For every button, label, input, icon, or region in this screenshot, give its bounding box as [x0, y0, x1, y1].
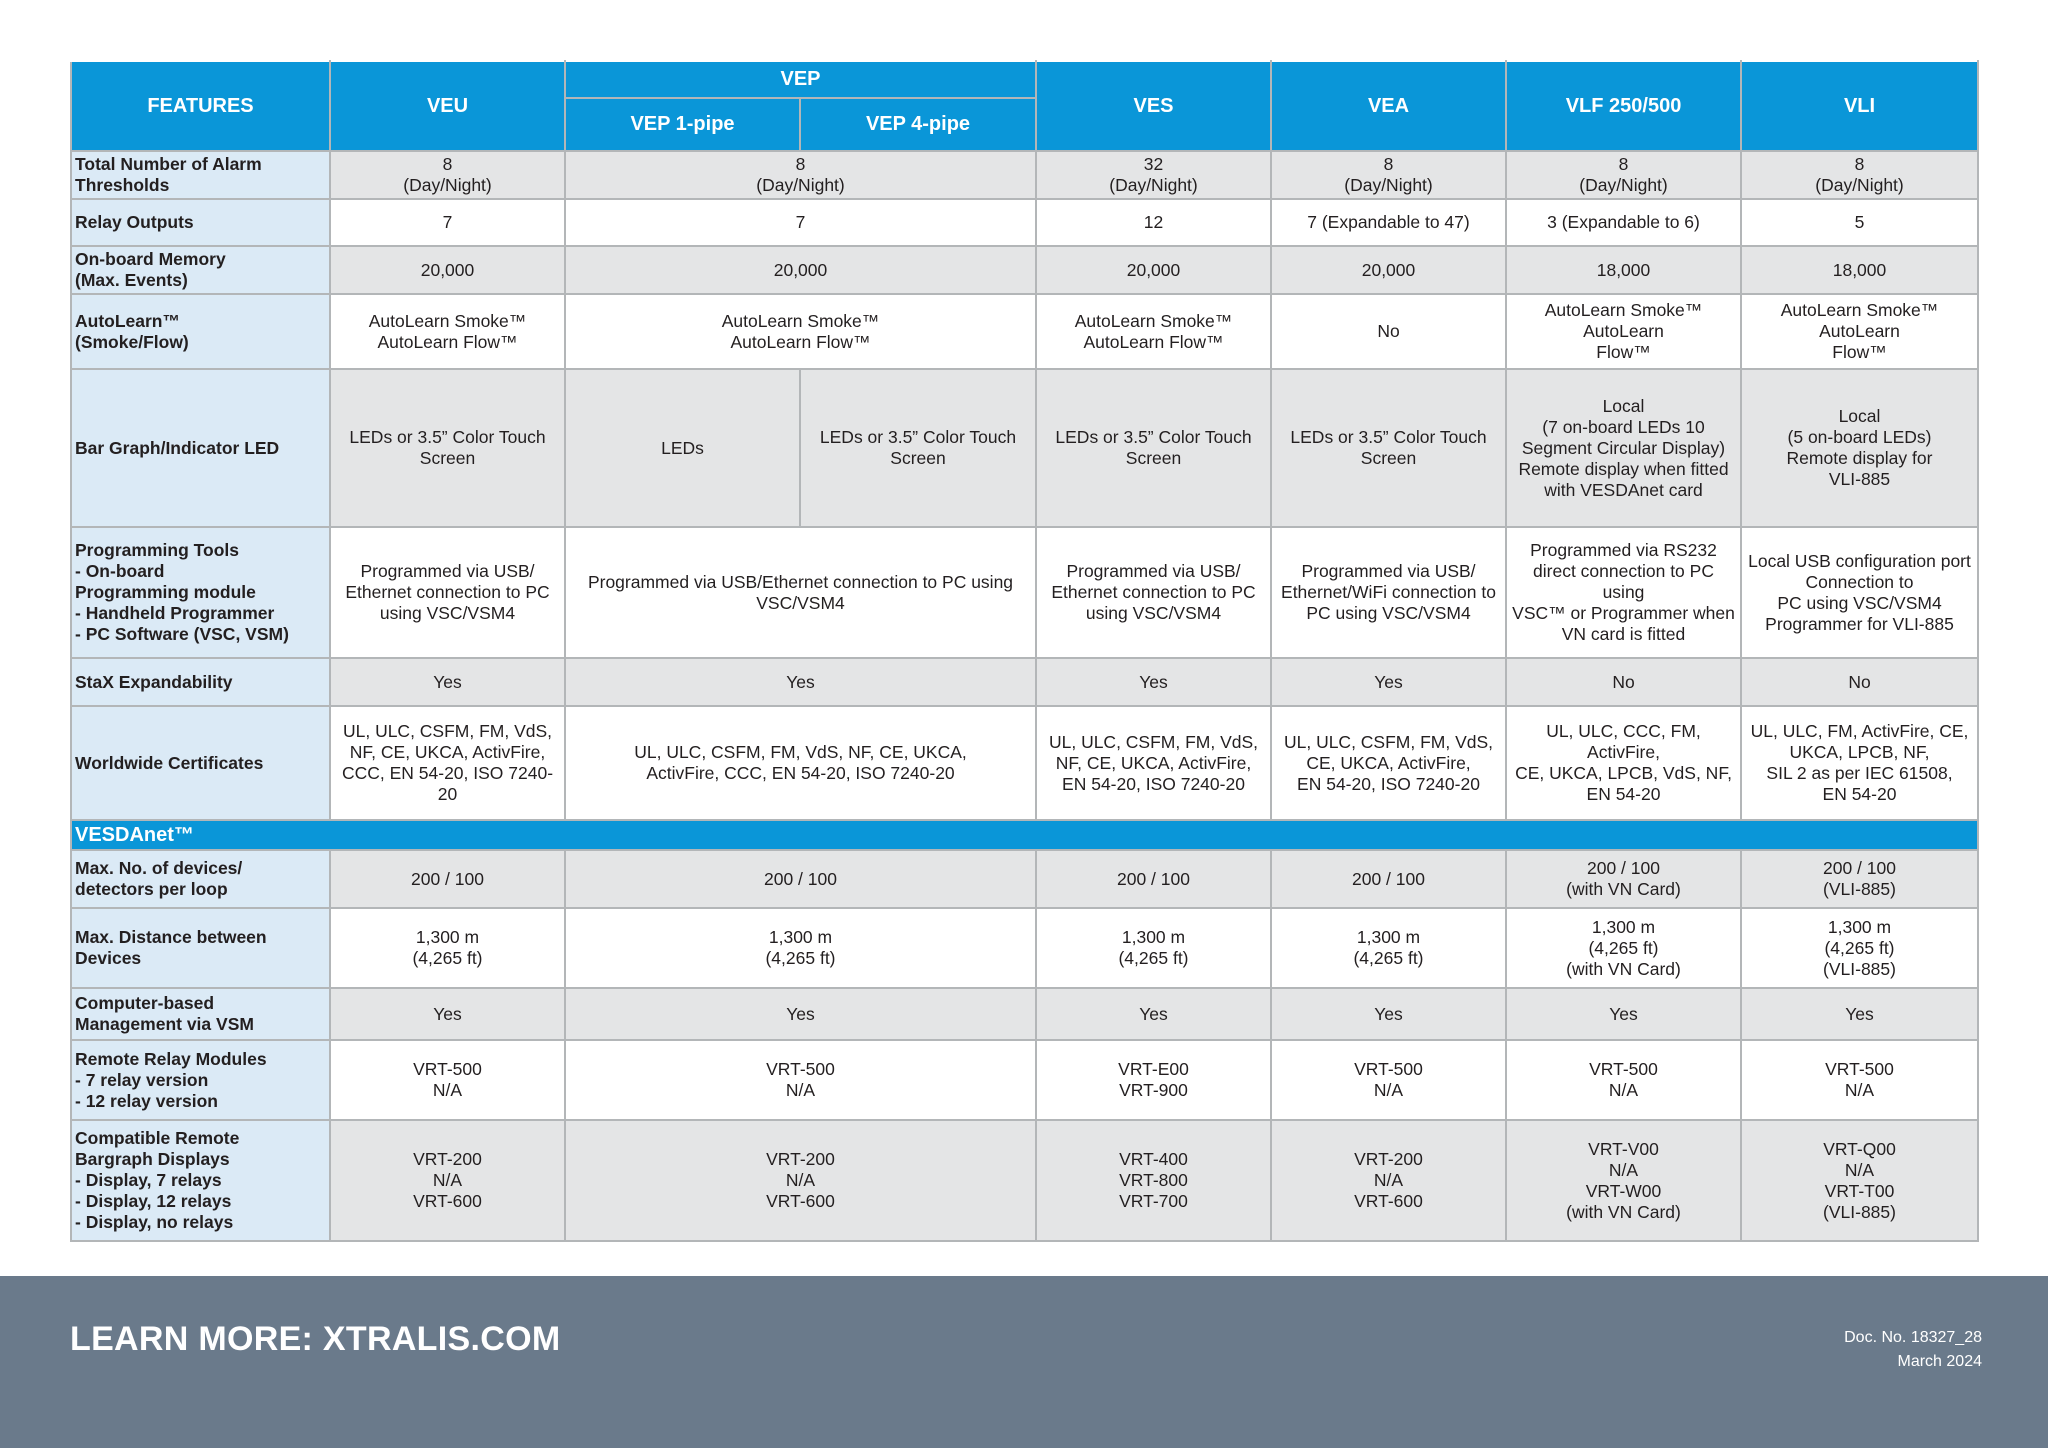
footer-band: [0, 1276, 2048, 1448]
cell-vep: Yes: [565, 658, 1036, 706]
cell-vlf: Programmed via RS232 direct connection to PC using VSC™ or Programmer when VN card is fitted: [1506, 527, 1741, 658]
cell-vep: 7: [565, 199, 1036, 246]
cell-vlf: UL, ULC, CCC, FM, ActivFire, CE, UKCA, LPCB, VdS, NF, EN 54-20: [1506, 706, 1741, 820]
cell-vli: VRT-500 N/A: [1741, 1040, 1978, 1120]
cell-vli: UL, ULC, FM, ActivFire, CE, UKCA, LPCB, NF, SIL 2 as per IEC 61508, EN 54-20: [1741, 706, 1978, 820]
cell-ves: UL, ULC, CSFM, FM, VdS, NF, CE, UKCA, ActivFire, EN 54-20, ISO 7240-20: [1036, 706, 1271, 820]
cell-vep: AutoLearn Smoke™ AutoLearn Flow™: [565, 294, 1036, 369]
cell-vea: Yes: [1271, 658, 1506, 706]
row-max-distance: [71, 908, 1978, 988]
feature-label: On-board Memory (Max. Events): [71, 246, 330, 294]
cell-vep: 1,300 m (4,265 ft): [565, 908, 1036, 988]
feature-label: Compatible Remote Bargraph Displays - Display, 7 relays - Display, 12 relays - Display, no relays: [71, 1120, 330, 1241]
row-autolearn: [71, 294, 1978, 369]
header-vep: VEP: [565, 61, 1036, 98]
cell-vlf: 18,000: [1506, 246, 1741, 294]
cell-veu: 20,000: [330, 246, 565, 294]
cell-vep-4-pipe: LEDs or 3.5” Color Touch Screen: [800, 369, 1036, 527]
cell-vea: 7 (Expandable to 47): [1271, 199, 1506, 246]
cell-vea: 20,000: [1271, 246, 1506, 294]
feature-label: Total Number of Alarm Thresholds: [71, 151, 330, 199]
doc-info: [1844, 1326, 1982, 1374]
row-vsm-management: [71, 988, 1978, 1040]
cell-vep: Programmed via USB/Ethernet connection to PC using VSC/VSM4: [565, 527, 1036, 658]
cell-vli: AutoLearn Smoke™ AutoLearn Flow™: [1741, 294, 1978, 369]
comparison-table-container: [70, 60, 1977, 1242]
cell-vli: 1,300 m (4,265 ft) (VLI-885): [1741, 908, 1978, 988]
cell-veu: VRT-500 N/A: [330, 1040, 565, 1120]
cell-vli: 18,000: [1741, 246, 1978, 294]
cell-veu: 7: [330, 199, 565, 246]
feature-label: Remote Relay Modules - 7 relay version - 12 relay version: [71, 1040, 330, 1120]
row-bar-graph: [71, 369, 1978, 527]
row-stax-expandability: [71, 658, 1978, 706]
cell-vlf: No: [1506, 658, 1741, 706]
feature-label: AutoLearn™ (Smoke/Flow): [71, 294, 330, 369]
row-remote-relay-modules: [71, 1040, 1978, 1120]
cell-vea: UL, ULC, CSFM, FM, VdS, CE, UKCA, ActivFire, EN 54-20, ISO 7240-20: [1271, 706, 1506, 820]
cell-ves: Yes: [1036, 658, 1271, 706]
header-ves: VES: [1036, 61, 1271, 151]
cell-vea: No: [1271, 294, 1506, 369]
cell-ves: 1,300 m (4,265 ft): [1036, 908, 1271, 988]
cell-ves: 32 (Day/Night): [1036, 151, 1271, 199]
cell-veu: VRT-200 N/A VRT-600: [330, 1120, 565, 1241]
cell-ves: LEDs or 3.5” Color Touch Screen: [1036, 369, 1271, 527]
feature-label: Bar Graph/Indicator LED: [71, 369, 330, 527]
cell-vea: 200 / 100: [1271, 850, 1506, 908]
feature-label: StaX Expandability: [71, 658, 330, 706]
cell-veu: 8 (Day/Night): [330, 151, 565, 199]
cell-vea: LEDs or 3.5” Color Touch Screen: [1271, 369, 1506, 527]
cell-vea: 1,300 m (4,265 ft): [1271, 908, 1506, 988]
header-veu: VEU: [330, 61, 565, 151]
row-bargraph-displays: [71, 1120, 1978, 1241]
header-vep-4-pipe: VEP 4-pipe: [800, 98, 1036, 151]
row-onboard-memory: [71, 246, 1978, 294]
cell-vlf: Local (7 on-board LEDs 10 Segment Circular Display) Remote display when fitted with VESDAnet card: [1506, 369, 1741, 527]
cell-vep-1-pipe: LEDs: [565, 369, 800, 527]
cell-veu: UL, ULC, CSFM, FM, VdS, NF, CE, UKCA, ActivFire, CCC, EN 54-20, ISO 7240-20: [330, 706, 565, 820]
row-worldwide-certificates: [71, 706, 1978, 820]
cell-vep: 200 / 100: [565, 850, 1036, 908]
cell-ves: 20,000: [1036, 246, 1271, 294]
row-programming-tools: [71, 527, 1978, 658]
cell-ves: VRT-400 VRT-800 VRT-700: [1036, 1120, 1271, 1241]
cell-vep: VRT-200 N/A VRT-600: [565, 1120, 1036, 1241]
cell-ves: AutoLearn Smoke™ AutoLearn Flow™: [1036, 294, 1271, 369]
cell-vlf: VRT-500 N/A: [1506, 1040, 1741, 1120]
cell-vli: Local (5 on-board LEDs) Remote display for VLI-885: [1741, 369, 1978, 527]
header-vep-1-pipe: VEP 1-pipe: [565, 98, 800, 151]
cell-vlf: 8 (Day/Night): [1506, 151, 1741, 199]
cell-veu: Yes: [330, 658, 565, 706]
cell-vli: VRT-Q00 N/A VRT-T00 (VLI-885): [1741, 1120, 1978, 1241]
section-title: VESDAnet™: [71, 820, 1978, 850]
cell-ves: Yes: [1036, 988, 1271, 1040]
cell-vlf: VRT-V00 N/A VRT-W00 (with VN Card): [1506, 1120, 1741, 1241]
feature-label: Relay Outputs: [71, 199, 330, 246]
cell-vli: 5: [1741, 199, 1978, 246]
doc-number: Doc. No. 18327_28: [1844, 1329, 1982, 1346]
cell-ves: Programmed via USB/ Ethernet connection to PC using VSC/VSM4: [1036, 527, 1271, 658]
header-vli: VLI: [1741, 61, 1978, 151]
learn-more-link[interactable]: LEARN MORE: XTRALIS.COM: [70, 1320, 561, 1358]
header-features: FEATURES: [71, 61, 330, 151]
cell-vli: Yes: [1741, 988, 1978, 1040]
cell-ves: 12: [1036, 199, 1271, 246]
cell-vea: 8 (Day/Night): [1271, 151, 1506, 199]
cell-vli: 200 / 100 (VLI-885): [1741, 850, 1978, 908]
feature-label: Max. No. of devices/ detectors per loop: [71, 850, 330, 908]
cell-veu: Yes: [330, 988, 565, 1040]
cell-veu: LEDs or 3.5” Color Touch Screen: [330, 369, 565, 527]
row-relay-outputs: [71, 199, 1978, 246]
header-vea: VEA: [1271, 61, 1506, 151]
cell-vlf: 200 / 100 (with VN Card): [1506, 850, 1741, 908]
cell-vlf: AutoLearn Smoke™ AutoLearn Flow™: [1506, 294, 1741, 369]
cell-vlf: 1,300 m (4,265 ft) (with VN Card): [1506, 908, 1741, 988]
row-alarm-thresholds: [71, 151, 1978, 199]
cell-vep: Yes: [565, 988, 1036, 1040]
comparison-table: [70, 60, 1979, 1242]
doc-date: March 2024: [1897, 1353, 1982, 1370]
feature-label: Max. Distance between Devices: [71, 908, 330, 988]
feature-label: Programming Tools - On-board Programming module - Handheld Programmer - PC Software (VSC, VSM): [71, 527, 330, 658]
cell-veu: Programmed via USB/ Ethernet connection to PC using VSC/VSM4: [330, 527, 565, 658]
cell-vlf: Yes: [1506, 988, 1741, 1040]
cell-vep: UL, ULC, CSFM, FM, VdS, NF, CE, UKCA, ActivFire, CCC, EN 54-20, ISO 7240-20: [565, 706, 1036, 820]
row-max-devices: [71, 850, 1978, 908]
header-vlf: VLF 250/500: [1506, 61, 1741, 151]
cell-vep: 20,000: [565, 246, 1036, 294]
cell-vep: 8 (Day/Night): [565, 151, 1036, 199]
cell-vea: Yes: [1271, 988, 1506, 1040]
cell-vea: Programmed via USB/ Ethernet/WiFi connection to PC using VSC/VSM4: [1271, 527, 1506, 658]
cell-vli: Local USB configuration port Connection to PC using VSC/VSM4 Programmer for VLI-885: [1741, 527, 1978, 658]
cell-vli: 8 (Day/Night): [1741, 151, 1978, 199]
cell-vea: VRT-200 N/A VRT-600: [1271, 1120, 1506, 1241]
feature-label: Computer-based Management via VSM: [71, 988, 330, 1040]
cell-veu: 200 / 100: [330, 850, 565, 908]
cell-veu: 1,300 m (4,265 ft): [330, 908, 565, 988]
cell-vli: No: [1741, 658, 1978, 706]
cell-vea: VRT-500 N/A: [1271, 1040, 1506, 1120]
cell-vep: VRT-500 N/A: [565, 1040, 1036, 1120]
cell-ves: 200 / 100: [1036, 850, 1271, 908]
cell-vlf: 3 (Expandable to 6): [1506, 199, 1741, 246]
cell-ves: VRT-E00 VRT-900: [1036, 1040, 1271, 1120]
cell-veu: AutoLearn Smoke™ AutoLearn Flow™: [330, 294, 565, 369]
feature-label: Worldwide Certificates: [71, 706, 330, 820]
section-vesdanet: [71, 820, 1978, 850]
